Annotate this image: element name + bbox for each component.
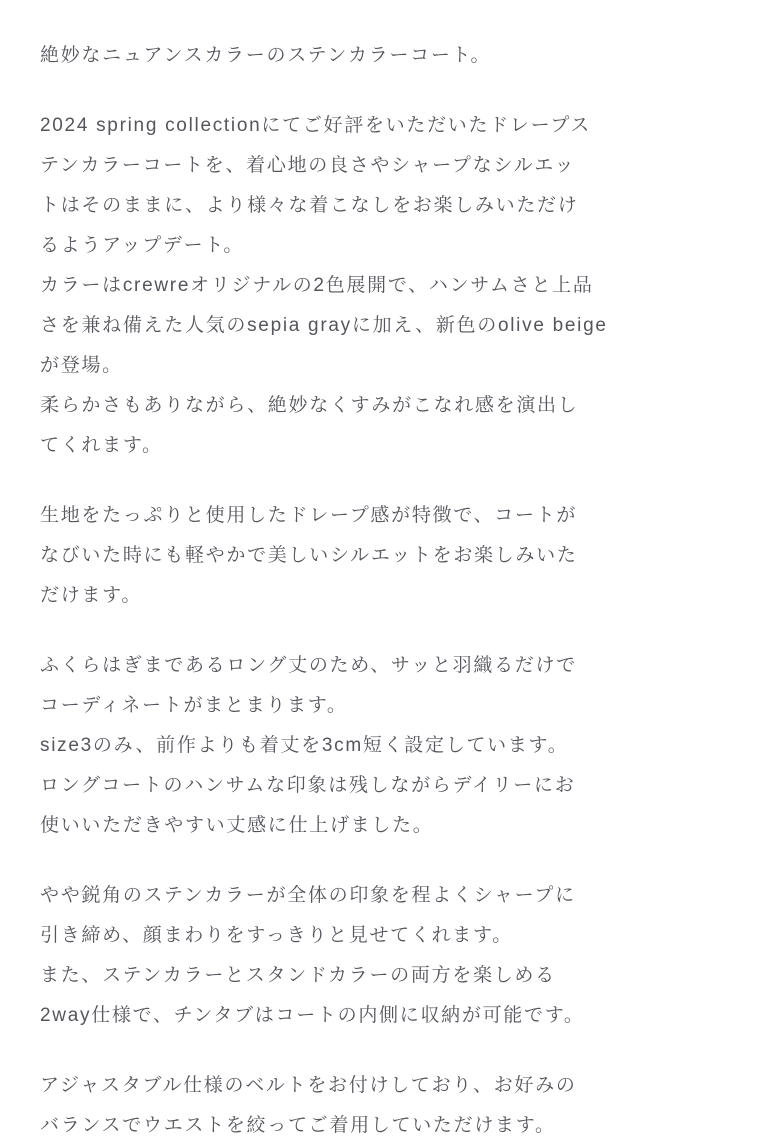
text-line: 2way仕様で、チンタブはコートの内側に収納が可能です。 (40, 1005, 585, 1026)
text-line: size3のみ、前作よりも着丈を3cm短く設定しています。 (40, 735, 569, 756)
text-line: なびいた時にも軽やかで美しいシルエットをお楽しみいた (40, 545, 578, 566)
text-line: カラーはcrewreオリジナルの2色展開で、ハンサムさと上品 (40, 275, 594, 296)
product-heading (40, 36, 729, 76)
text-line: るようアップデート。 (40, 235, 245, 256)
description-paragraph-5 (40, 1066, 729, 1146)
text-line: が登場。 (40, 355, 123, 376)
text-line: さを兼ね備えた人気のsepia grayに加え、新色のolive beige (40, 315, 608, 336)
text-line: 使いいただきやすい丈感に仕上げました。 (40, 815, 434, 836)
text-line: てくれます。 (40, 435, 163, 456)
text-line: バランスでウエストを絞ってご着用していただけます。 (40, 1115, 556, 1136)
text-line: ふくらはぎまであるロング丈のため、サッと羽織るだけで (40, 655, 577, 676)
text-line: テンカラーコートを、着心地の良さやシャープなシルエッ (40, 155, 576, 176)
text-line: 引き締め、顔まわりをすっきりと見せてくれます。 (40, 925, 513, 946)
description-paragraph-2 (40, 496, 729, 616)
text-line: また、ステンカラーとスタンドカラーの両方を楽しめる (40, 965, 556, 986)
description-paragraph-3 (40, 646, 729, 846)
text-line: ロングコートのハンサムな印象は残しながらデイリーにお (40, 775, 576, 796)
text-line: アジャスタブル仕様のベルトをお付けしており、お好みの (40, 1075, 577, 1096)
text-line: 柔らかさもありながら、絶妙なくすみがこなれ感を演出し (40, 395, 579, 416)
text-line: 生地をたっぷりと使用したドレープ感が特徴で、コートが (40, 505, 578, 526)
text-line: だけます。 (40, 585, 143, 606)
text-line: 2024 spring collectionにてご好評をいただいたドレープス (40, 115, 592, 136)
text-line: トはそのままに、より様々な着こなしをお楽しみいただけ (40, 195, 579, 216)
description-paragraph-1 (40, 106, 729, 466)
text-line: コーディネートがまとまります。 (40, 695, 348, 716)
text-line: やや鋭角のステンカラーが全体の印象を程よくシャープに (40, 885, 576, 906)
description-paragraph-4 (40, 876, 729, 1036)
text-line: 絶妙なニュアンスカラーのステンカラーコート。 (40, 45, 492, 66)
